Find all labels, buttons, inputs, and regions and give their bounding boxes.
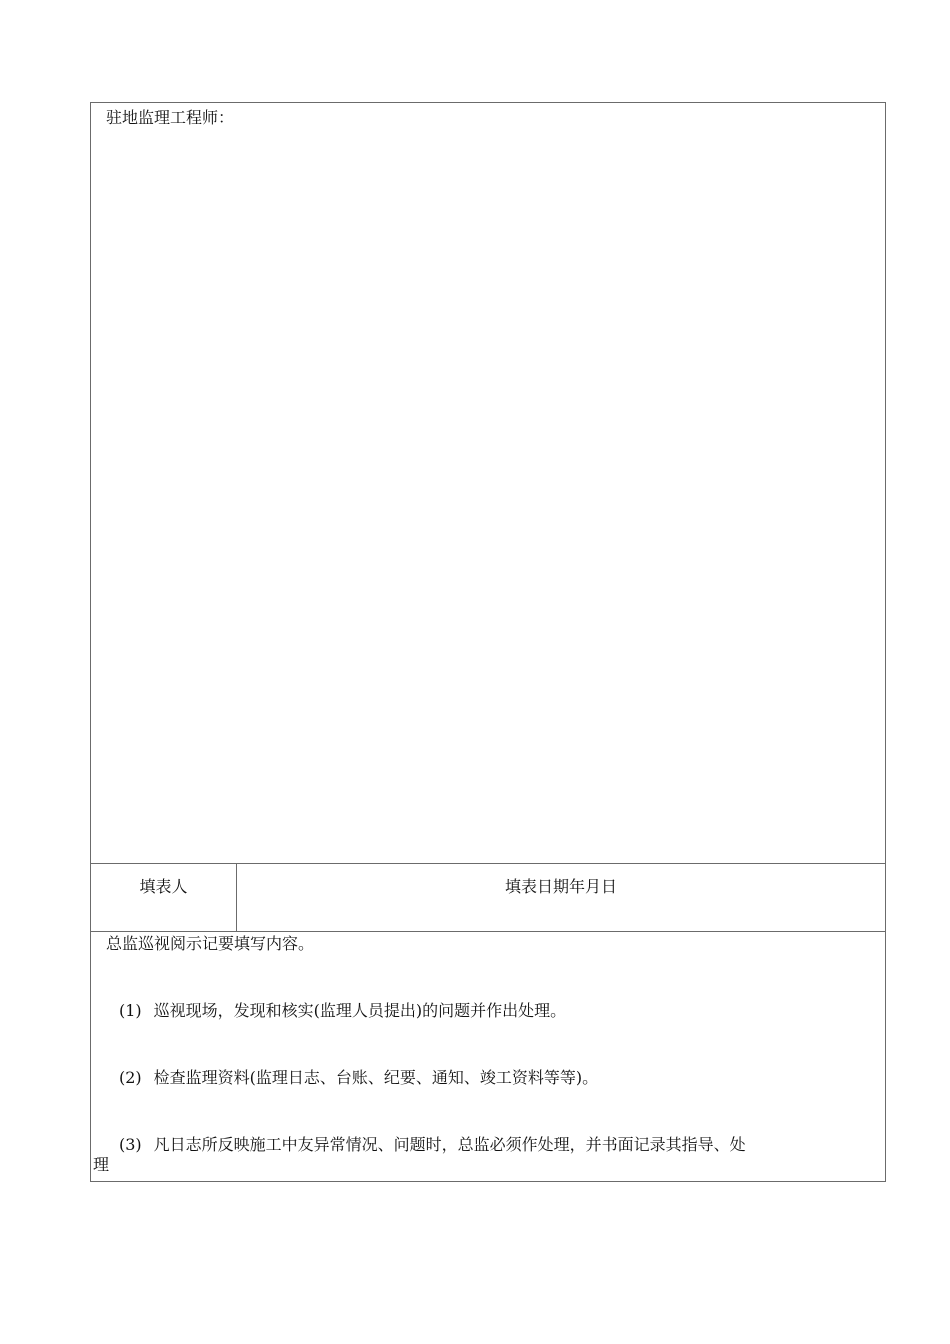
date-label: 填表日期年月日 — [505, 877, 618, 896]
filler-cell — [91, 864, 237, 932]
note-text: 凡日志所反映施工中友异常情况、问题时，总监必须作处理，并书面记录其指导、处 — [153, 1135, 746, 1154]
note-text: 检查监理资料(监理日志、台账、纪要、通知、竣工资料等等)。 — [153, 1068, 599, 1087]
note-text-continued: 理 — [93, 1155, 110, 1174]
note-item-1 — [91, 1001, 885, 1021]
notes-heading: 总监巡视阅示记要填写内容。 — [106, 934, 315, 953]
filler-label: 填表人 — [139, 877, 188, 896]
supervision-form — [90, 102, 886, 1182]
engineer-section — [91, 103, 886, 864]
engineer-label: 驻地监理工程师： — [106, 108, 235, 127]
note-text: 巡视现场，发现和核实(监理人员提出)的问题并作出处理。 — [153, 1001, 567, 1020]
note-number: (3) — [119, 1135, 142, 1154]
date-cell — [237, 864, 886, 932]
note-item-2 — [91, 1068, 885, 1088]
notes-section — [91, 932, 886, 1182]
note-number: (1) — [119, 1001, 142, 1020]
note-number: (2) — [119, 1068, 142, 1087]
note-item-3 — [91, 1135, 885, 1175]
